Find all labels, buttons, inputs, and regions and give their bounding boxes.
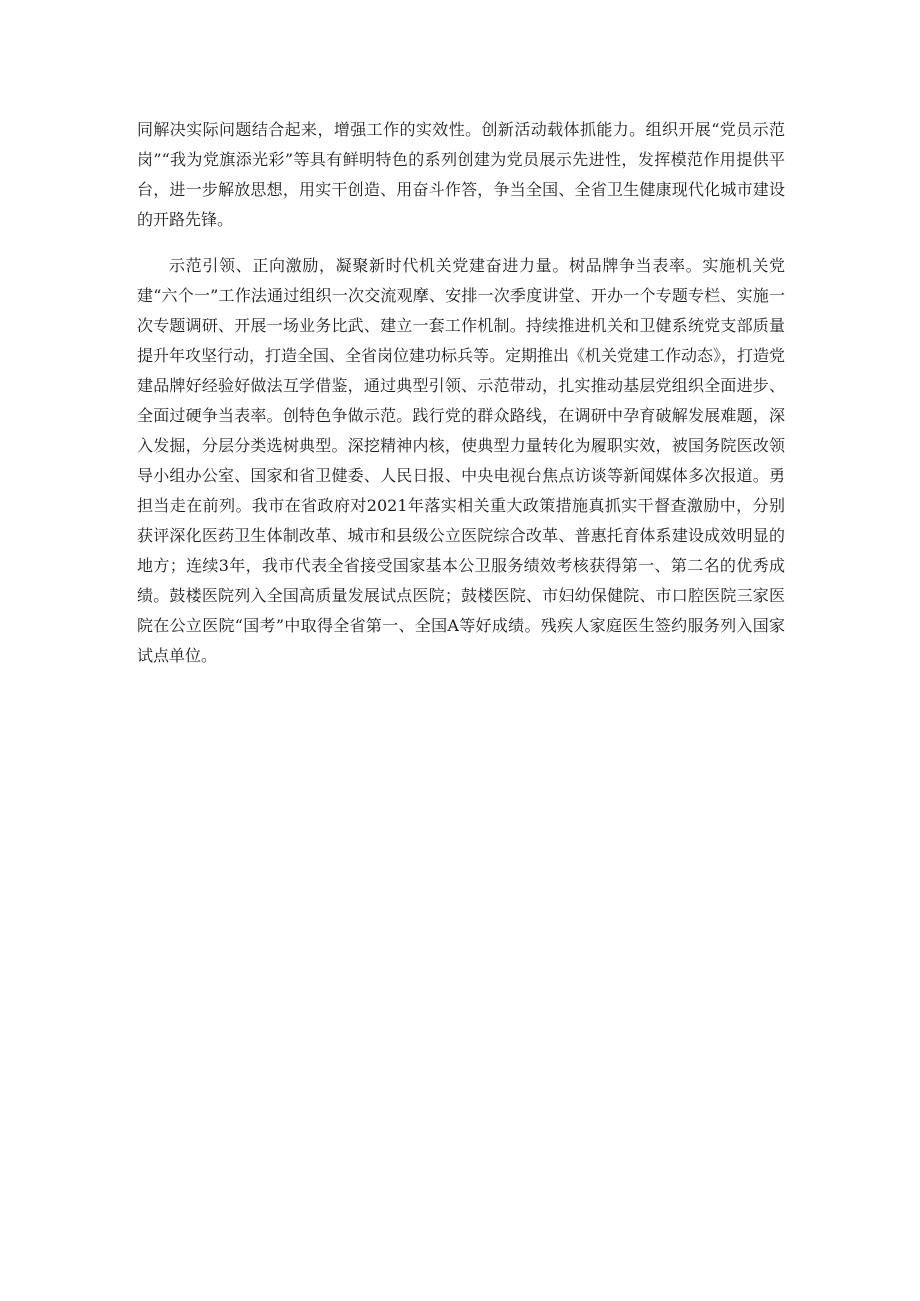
paragraph-1: 同解决实际问题结合起来，增强工作的实效性。创新活动载体抓能力。组织开展“党员示范岗”“我为党旗添光彩”等具有鲜明特色的系列创建为党员展示先进性，发挥模范作用提供平台，进一步解放思想，用实干创造、用奋斗作答，争当全国、全省卫生健康现代化城市建设的开路先锋。 — [137, 120, 785, 229]
document-body — [137, 115, 785, 671]
paragraph-2: 示范引领、正向激励，凝聚新时代机关党建奋进力量。树品牌争当表率。实施机关党建“六个一”工作法通过组织一次交流观摩、安排一次季度讲堂、开办一个专题专栏、实施一次专题调研、开展一场业务比武、建立一套工作机制。持续推进机关和卫健系统党支部质量提升年攻坚行动，打造全国、全省岗位建功标兵等。定期推出《机关党建工作动态》，打造党建品牌好经验好做法互学借鉴，通过典型引领、示范带动，扎实推动基层党组织全面进步、全面过硬争当表率。创特色争做示范。践行党的群众路线，在调研中孕育破解发展难题，深入发掘，分层分类选树典型。深挖精神内核，使典型力量转化为履职实效，被国务院医改领导小组办公室、国家和省卫健委、人民日报、中央电视台焦点访谈等新闻媒体多次报道。勇担当走在前列。我市在省政府对2021年落实相关重大政策措施真抓实干督查激励中，分别获评深化医药卫生体制改革、城市和县级公立医院综合改革、普惠托育体系建设成效明显的地方；连续3年，我市代表全省接受国家基本公卫服务绩效考核获得第一、第二名的优秀成绩。鼓楼医院列入全国高质量发展试点医院；鼓楼医院、市妇幼保健院、市口腔医院三家医院在公立医院“国考”中取得全省第一、全国A等好成绩。残疾人家庭医生签约服务列入国家试点单位。 — [137, 256, 786, 665]
